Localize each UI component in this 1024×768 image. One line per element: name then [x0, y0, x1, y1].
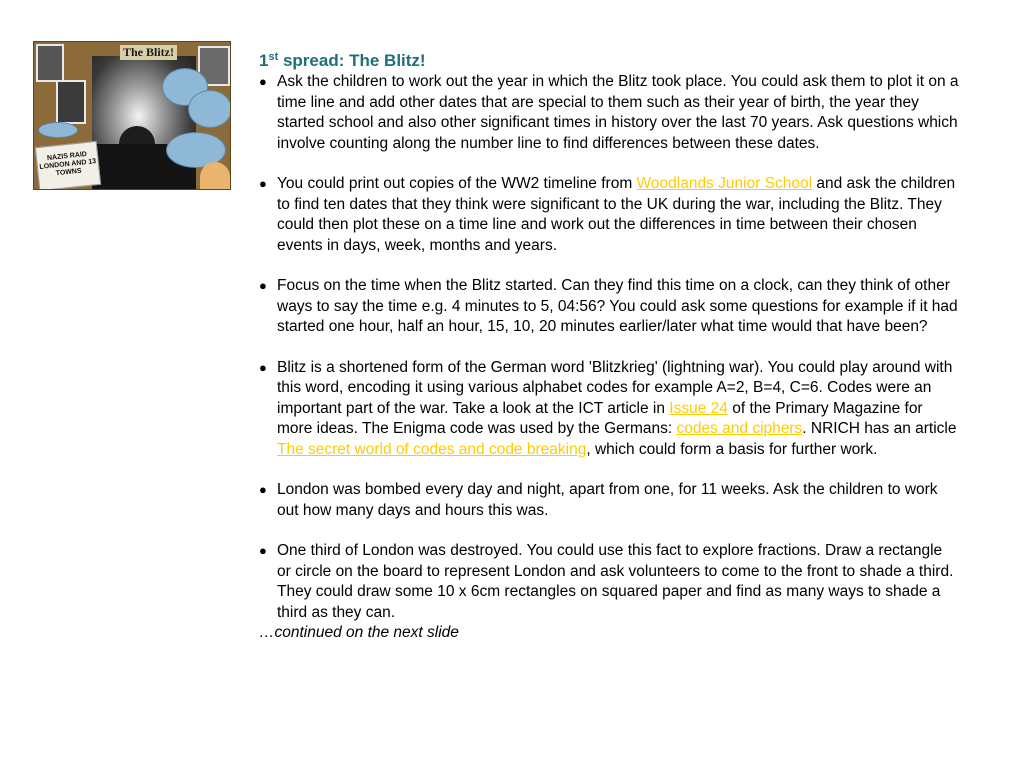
bullet-item: [259, 480, 959, 521]
bullet-text: One third of London was destroyed. You could use this fact to explore fractions. Draw a rectangle or circle on the board to represent London and ask volunteers to come to the front to shade a third. They could draw some 10 x 6cm rectangles on squared paper and find as many ways to shade a third as they can.: [277, 542, 954, 621]
archive-photo: [56, 80, 86, 124]
bullet-text: of the Primary Magazine for more ideas. The Enigma code was used by the Germans:: [277, 399, 923, 437]
newspaper-clipping: NAZIS RAID LONDON AND 13 TOWNS: [35, 141, 101, 190]
heading-ordinal-suffix: st: [268, 51, 279, 63]
heading-number: 1: [259, 51, 269, 70]
bullet-marker: ●: [259, 543, 267, 558]
bullet-item: [259, 541, 959, 623]
speech-bubble: [38, 122, 78, 138]
bullet-marker: ●: [259, 176, 267, 191]
article-link[interactable]: Issue 24: [669, 399, 728, 417]
bullet-text: , which could form a basis for further work.: [586, 440, 878, 458]
bullet-marker: ●: [259, 74, 267, 89]
bullet-item: [259, 174, 959, 256]
bullet-text: and ask the children to find ten dates that they think were significant to the UK during the war, including the Blitz. They could then plot these on a time line and work out the differences in time between their chosen events in days, week, months and years.: [277, 175, 956, 254]
article-link[interactable]: The secret world of codes and code breaking: [277, 440, 587, 458]
article-link[interactable]: Woodlands Junior School: [636, 175, 813, 192]
archive-photo: [36, 44, 64, 82]
article-link[interactable]: codes and ciphers: [676, 420, 803, 437]
cartoon-children: [200, 162, 230, 190]
bullet-text: Focus on the time when the Blitz started. Can they find this time on a clock, can they think of other ways to say the time e.g. 4 minutes to 5, 04:56? You could ask some questions for example if it had started one hour, half an hour, 15, 10, 20 minutes earlier/later what time would that have been?: [277, 277, 958, 335]
notes-text: [259, 50, 959, 644]
bullet-text: . NRICH has an article: [802, 420, 957, 437]
slide-heading: [259, 50, 959, 71]
spread-thumbnail: [33, 41, 231, 190]
thumbnail-title: The Blitz!: [120, 45, 177, 60]
bullet-list: [259, 72, 959, 623]
bullet-text: London was bombed every day and night, apart from one, for 11 weeks. Ask the children to work out how many days and hours this was.: [277, 481, 938, 519]
continued-note: …continued on the next slide: [259, 624, 459, 641]
bullet-item: [259, 276, 959, 338]
bullet-text: You could print out copies of the WW2 timeline from: [277, 175, 637, 192]
bullet-item: [259, 72, 959, 154]
bullet-marker: ●: [259, 359, 267, 375]
speech-bubble: [188, 90, 231, 128]
bullet-item: [259, 358, 959, 461]
bullet-marker: ●: [259, 482, 267, 497]
bullet-marker: ●: [259, 278, 267, 293]
bullet-text: Ask the children to work out the year in which the Blitz took place. You could ask them to plot it on a time line and add other dates that are special to them such as their year of birth, the year they started school and also other significant times in history over the last 70 years. Ask questions which involve counting along the number line to find differences between these dates.: [277, 73, 959, 152]
heading-text: spread: The Blitz!: [278, 51, 426, 70]
bullet-text: Blitz is a shortened form of the German word 'Blitzkrieg' (lightning war). You could play around with this word, encoding it using various alphabet codes for example A=2, B=4, C=6. Codes were an important part of the war. Take a look at the ICT article in: [277, 358, 953, 417]
